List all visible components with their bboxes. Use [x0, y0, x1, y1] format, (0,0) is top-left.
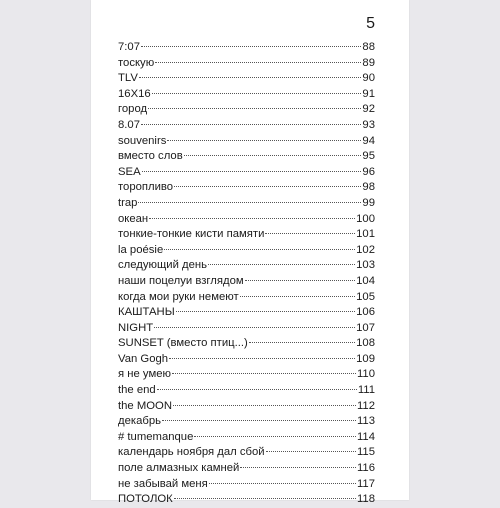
book-page — [91, 0, 409, 506]
dot-leader — [240, 467, 356, 468]
toc-entry — [118, 87, 375, 103]
dot-leader — [172, 373, 356, 374]
toc-entry — [118, 71, 375, 87]
toc-entry-page-number: 98 — [362, 181, 375, 194]
toc-entry-page-number: 109 — [356, 352, 375, 365]
toc-entry-title: TLV — [118, 72, 138, 85]
toc-entry — [118, 445, 375, 461]
toc-entry-page-number: 115 — [356, 446, 375, 459]
dot-leader — [240, 296, 355, 297]
toc-entry-page-number: 117 — [356, 477, 375, 490]
toc-entry-page-number: 101 — [356, 228, 375, 241]
dot-leader — [138, 202, 361, 203]
toc-entry-page-number: 118 — [356, 493, 375, 506]
toc-entry-page-number: 107 — [356, 321, 375, 334]
toc-entry-title: ПОТОЛОК — [118, 493, 173, 506]
toc-entry-title: тонкие-тонкие кисти памяти — [118, 228, 265, 241]
toc-entry-page-number: 96 — [362, 165, 375, 178]
toc-entry-page-number: 104 — [356, 274, 375, 287]
dot-leader — [155, 62, 361, 63]
dot-leader — [174, 186, 361, 187]
toc-entry-title: торопливо — [118, 181, 174, 194]
toc-entry-title: 7:07 — [118, 41, 140, 53]
toc-entry-title: декабрь — [118, 415, 161, 428]
dot-leader — [184, 155, 362, 156]
toc-entry-title: я не умею — [118, 368, 171, 381]
toc-entry — [118, 430, 375, 446]
dot-leader — [157, 389, 357, 390]
toc-entry-page-number: 110 — [356, 368, 375, 381]
dot-leader — [139, 77, 362, 78]
toc-entry-title: SEA — [118, 165, 141, 178]
toc-entry-title: la poésie — [118, 243, 164, 256]
toc-entry-title: SUNSET (вместо птиц...) — [118, 337, 248, 350]
dot-leader — [154, 327, 355, 328]
toc-entry — [118, 461, 375, 477]
toc-entry — [118, 40, 375, 56]
toc-entry — [118, 180, 375, 196]
page-number: 5 — [366, 15, 375, 32]
toc-entry — [118, 399, 375, 415]
dot-leader — [265, 233, 355, 234]
toc-entry — [118, 258, 375, 274]
toc-entry-title: не забывай меня — [118, 477, 208, 490]
dot-leader — [169, 358, 355, 359]
toc-entry-page-number: 106 — [356, 306, 375, 319]
toc-entry-page-number: 88 — [362, 41, 375, 53]
toc-entry — [118, 414, 375, 430]
toc-entry-page-number: 105 — [356, 290, 375, 303]
dot-leader — [174, 498, 356, 499]
toc-entry — [118, 305, 375, 321]
dot-leader — [266, 451, 356, 452]
toc-entry-title: океан — [118, 212, 149, 225]
dot-leader — [245, 280, 355, 281]
dot-leader — [167, 140, 361, 141]
toc-entry-title: the MOON — [118, 399, 172, 412]
dot-leader — [209, 483, 356, 484]
dot-leader — [162, 420, 356, 421]
toc-entry — [118, 196, 375, 212]
toc-entry-page-number: 91 — [362, 87, 375, 100]
dot-leader — [141, 46, 361, 47]
toc-entry-page-number: 108 — [356, 337, 375, 350]
toc-entry-title: Van Gogh — [118, 352, 169, 365]
dot-leader — [194, 436, 356, 437]
toc-entry-title: поле алмазных камней — [118, 462, 240, 475]
toc-entry-title: когда мои руки немеют — [118, 290, 239, 303]
dot-leader — [208, 264, 355, 265]
toc-entry — [118, 118, 375, 134]
toc-entry — [118, 477, 375, 493]
toc-entry-title: 8.07 — [118, 118, 140, 131]
toc-entry — [118, 321, 375, 337]
table-of-contents — [118, 40, 375, 508]
toc-entry-title: trap — [118, 196, 138, 209]
toc-entry — [118, 290, 375, 306]
toc-entry-page-number: 100 — [356, 212, 375, 225]
toc-entry-page-number: 94 — [362, 134, 375, 147]
toc-entry-title: календарь ноября дал сбой — [118, 446, 265, 459]
toc-entry-title: КАШТАНЫ — [118, 306, 175, 319]
toc-entry — [118, 56, 375, 72]
toc-entry-title: следующий день — [118, 259, 208, 272]
dot-leader — [149, 218, 355, 219]
toc-entry-page-number: 102 — [356, 243, 375, 256]
toc-entry-title: # tumemanque — [118, 430, 194, 443]
dot-leader — [141, 124, 361, 125]
toc-entry-title: тоскую — [118, 56, 155, 69]
toc-entry-title: souvenirs — [118, 134, 167, 147]
toc-entry — [118, 227, 375, 243]
toc-entry — [118, 102, 375, 118]
toc-entry-title: город — [118, 103, 148, 116]
toc-entry-page-number: 89 — [362, 56, 375, 69]
toc-entry-title: наши поцелуи взглядом — [118, 274, 244, 287]
toc-entry-page-number: 112 — [356, 399, 375, 412]
toc-entry — [118, 212, 375, 228]
toc-entry-page-number: 92 — [362, 103, 375, 116]
dot-leader — [148, 108, 361, 109]
toc-entry-page-number: 90 — [362, 72, 375, 85]
dot-leader — [173, 405, 356, 406]
toc-entry — [118, 165, 375, 181]
toc-entry-page-number: 113 — [356, 415, 375, 428]
dot-leader — [249, 342, 355, 343]
toc-entry — [118, 134, 375, 150]
toc-entry — [118, 383, 375, 399]
dot-leader — [164, 249, 355, 250]
toc-entry — [118, 149, 375, 165]
toc-entry-page-number: 111 — [357, 384, 375, 397]
toc-entry-title: the end — [118, 384, 156, 397]
toc-entry-title: 16X16 — [118, 87, 151, 100]
toc-entry-title: NIGHT — [118, 321, 154, 334]
toc-entry-page-number: 93 — [362, 118, 375, 131]
toc-entry-page-number: 103 — [356, 259, 375, 272]
toc-entry — [118, 274, 375, 290]
toc-entry-page-number: 116 — [356, 462, 375, 475]
toc-entry-page-number: 95 — [362, 150, 375, 163]
toc-entry — [118, 492, 375, 508]
toc-entry-page-number: 114 — [356, 430, 375, 443]
toc-entry — [118, 336, 375, 352]
toc-entry — [118, 367, 375, 383]
toc-entry-page-number: 99 — [362, 196, 375, 209]
dot-leader — [152, 93, 362, 94]
toc-entry — [118, 243, 375, 259]
dot-leader — [176, 311, 355, 312]
dot-leader — [142, 171, 362, 172]
toc-entry — [118, 352, 375, 368]
toc-entry-title: вместо слов — [118, 150, 183, 163]
